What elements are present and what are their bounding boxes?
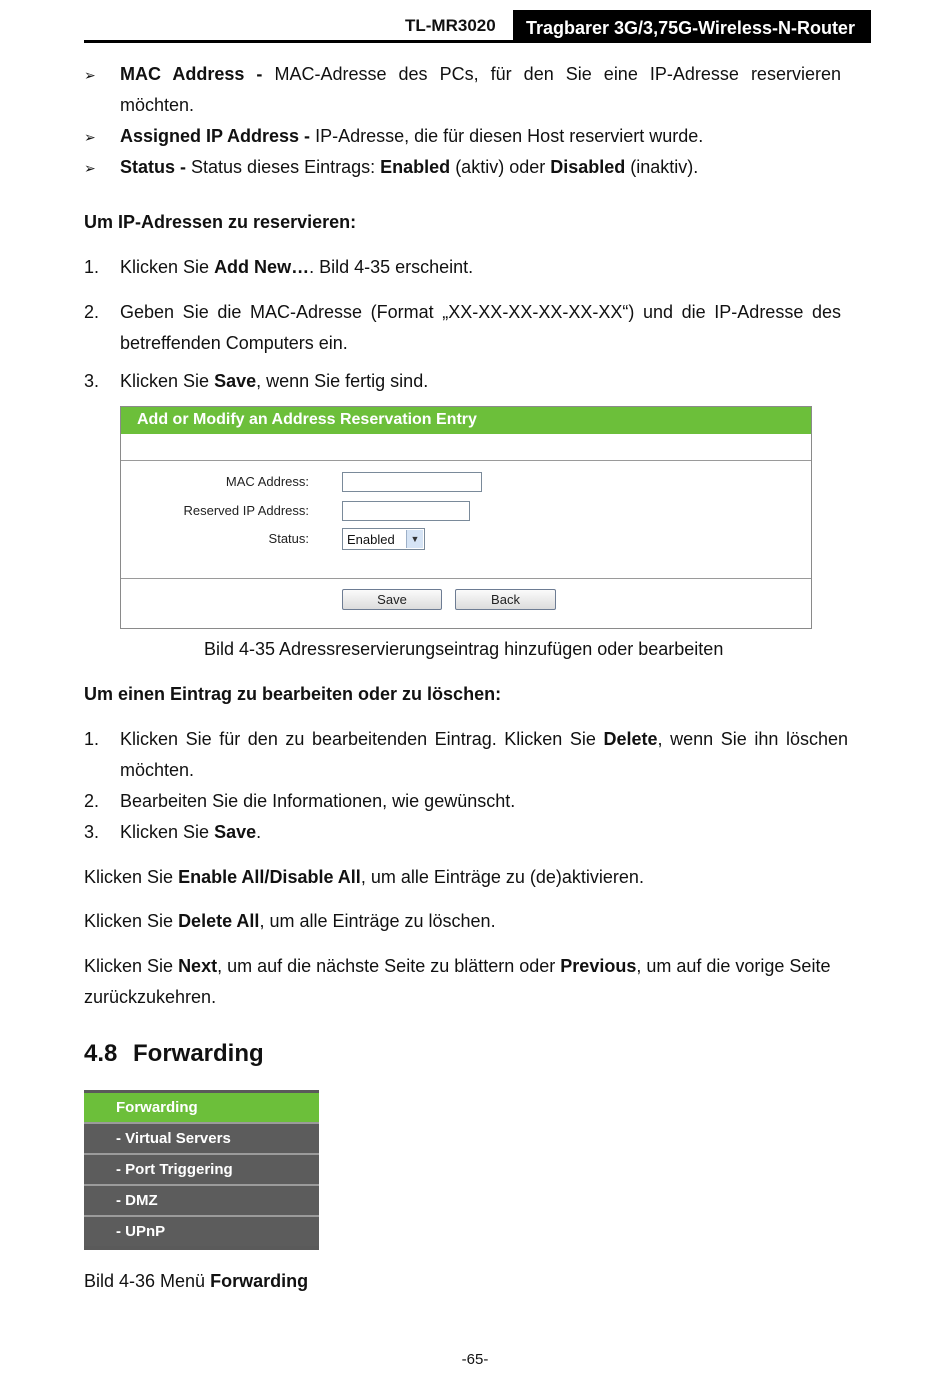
section-title: Forwarding xyxy=(133,1040,264,1067)
bullet-icon: ➢ xyxy=(84,160,96,176)
status-value: Enabled xyxy=(347,532,395,547)
header-title: Tragbarer 3G/3,75G-Wireless-N-Router xyxy=(526,18,855,38)
edit-step-3: Klicken Sie Save. xyxy=(120,822,262,842)
paragraph-delete-all: Klicken Sie Delete All, um alle Einträge zu löschen. xyxy=(84,911,496,931)
reserve-heading: Um IP-Adressen zu reservieren: xyxy=(84,212,357,232)
form-title: Add or Modify an Address Reservation Entry xyxy=(137,411,477,428)
page-number: -65- xyxy=(461,1351,489,1368)
menu-item-dmz[interactable]: - DMZ xyxy=(84,1184,319,1215)
reserved-ip-label: Reserved IP Address: xyxy=(183,503,309,518)
divider xyxy=(121,578,811,579)
mac-address-input[interactable] xyxy=(342,472,482,492)
figure-caption-4-36: Bild 4-36 Menü Forwarding xyxy=(84,1271,309,1291)
reserve-step-1: Klicken Sie Add New…. Bild 4-35 erscheint. xyxy=(120,257,474,277)
step-number: 1. xyxy=(84,729,100,749)
back-button[interactable]: Back xyxy=(455,589,556,610)
step-number: 2. xyxy=(84,302,100,322)
menu-item-port-triggering[interactable]: - Port Triggering xyxy=(84,1153,319,1184)
menu-item-virtual-servers[interactable]: - Virtual Servers xyxy=(84,1122,319,1153)
forwarding-menu xyxy=(84,1090,319,1250)
reserve-step-2-line1: Geben Sie die MAC-Adresse (Format „XX-XX-XX-XX-XX-XX“) und die IP-Adresse des xyxy=(120,302,841,322)
edit-step-1-line1: Klicken Sie für den zu bearbeitenden Eintrag. Klicken Sie Delete, wenn Sie ihn löschen xyxy=(120,729,848,749)
figure-caption-4-35: Bild 4-35 Adressreservierungseintrag hinzufügen oder bearbeiten xyxy=(204,639,724,659)
header-model: TL-MR3020 xyxy=(405,16,496,35)
step-number: 3. xyxy=(84,822,100,842)
bullet-icon: ➢ xyxy=(84,129,96,145)
form-header xyxy=(121,407,811,434)
section-number: 4.8 xyxy=(84,1040,118,1067)
status-select[interactable] xyxy=(342,528,425,550)
reserve-step-3: Klicken Sie Save, wenn Sie fertig sind. xyxy=(120,371,429,391)
paragraph-next-previous: Klicken Sie Next, um auf die nächste Seite zu blättern oder Previous, um auf die vorige Seite xyxy=(84,956,831,976)
mac-address-label: MAC Address: xyxy=(225,474,309,489)
header-rule xyxy=(84,40,871,43)
save-button[interactable]: Save xyxy=(342,589,442,610)
section-heading xyxy=(84,1040,264,1068)
paragraph-next-previous-line2: zurückzukehren. xyxy=(84,987,217,1007)
def-status: Status - Status dieses Eintrags: Enabled (aktiv) oder Disabled (inaktiv). xyxy=(120,157,699,177)
bullet-icon: ➢ xyxy=(84,67,96,83)
edit-heading: Um einen Eintrag zu bearbeiten oder zu löschen: xyxy=(84,684,502,704)
reserved-ip-input[interactable] xyxy=(342,501,470,521)
def-mac-line2: möchten. xyxy=(120,95,195,115)
address-reservation-form xyxy=(120,406,812,629)
reserve-step-2-line2: betreffenden Computers ein. xyxy=(120,333,348,353)
step-number: 1. xyxy=(84,257,100,277)
def-ip: Assigned IP Address - IP-Adresse, die für diesen Host reserviert wurde. xyxy=(120,126,704,146)
edit-step-1-line2: möchten. xyxy=(120,760,195,780)
paragraph-enable-all: Klicken Sie Enable All/Disable All, um alle Einträge zu (de)aktivieren. xyxy=(84,867,644,887)
step-number: 2. xyxy=(84,791,100,811)
def-mac-line1: MAC Address - MAC-Adresse des PCs, für den Sie eine IP-Adresse reservieren xyxy=(120,64,841,84)
divider xyxy=(121,460,811,461)
menu-item-upnp[interactable]: - UPnP xyxy=(84,1215,319,1246)
edit-step-2: Bearbeiten Sie die Informationen, wie gewünscht. xyxy=(120,791,516,811)
status-label: Status: xyxy=(268,531,309,546)
step-number: 3. xyxy=(84,371,100,391)
menu-item-forwarding[interactable]: Forwarding xyxy=(84,1093,319,1122)
chevron-down-icon[interactable]: ▼ xyxy=(406,530,423,548)
